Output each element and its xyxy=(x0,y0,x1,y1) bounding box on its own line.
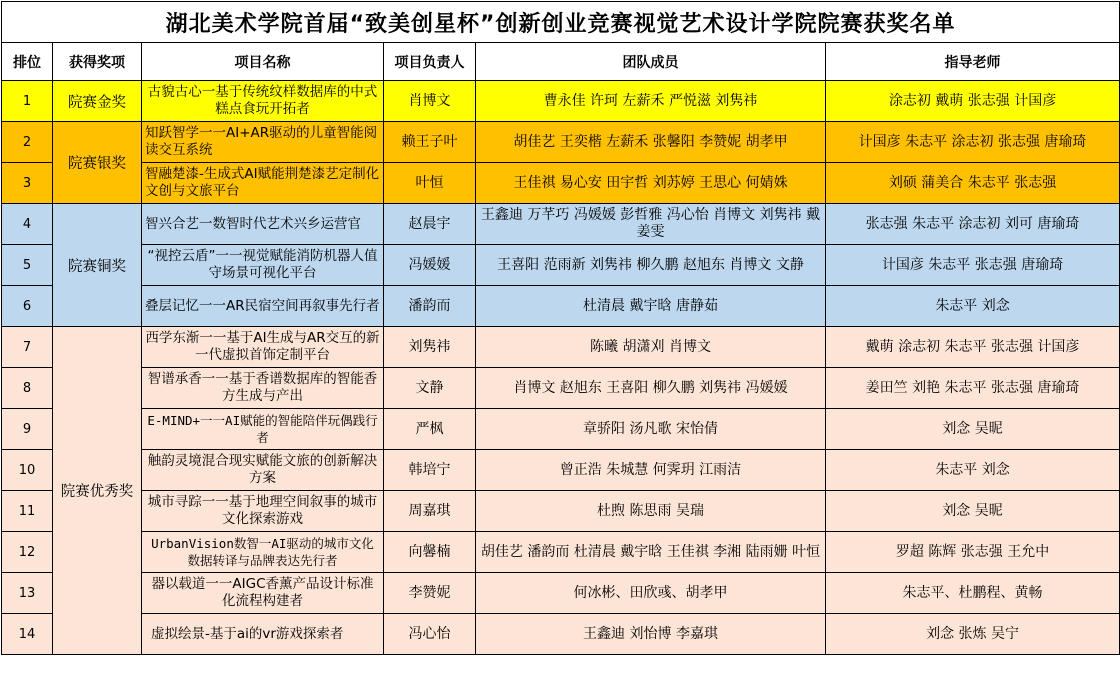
rank-cell: 9 xyxy=(2,409,53,450)
leader-cell: 冯心怡 xyxy=(384,614,476,655)
tutor-cell: 刘念 张炼 吴宁 xyxy=(826,614,1120,655)
tutor-cell: 戴萌 涂志初 朱志平 张志强 计国彦 xyxy=(826,327,1120,368)
tutor-cell: 涂志初 戴萌 张志强 计国彦 xyxy=(826,81,1120,122)
project-cell xyxy=(142,122,384,163)
rank-cell: 6 xyxy=(2,286,53,327)
leader-cell: 文静 xyxy=(384,368,476,409)
team-cell: 王喜阳 范雨新 刘隽祎 柳久鹏 赵旭东 肖博文 文静 xyxy=(476,245,826,286)
project-cell xyxy=(142,81,384,122)
project-name: 智兴合艺一数智时代艺术兴乡运营官 xyxy=(145,215,361,232)
project-name: E-MIND+一一AI赋能的智能陪伴玩偶践行者 xyxy=(147,413,378,445)
project-name: 知跃智学一一AI+AR驱动的儿童智能阅读交互系统 xyxy=(145,125,378,158)
tutor-cell: 罗超 陈辉 张志强 王允中 xyxy=(826,532,1120,573)
rank-cell: 3 xyxy=(2,163,53,204)
header-rank: 排位 xyxy=(2,43,53,81)
project-cell xyxy=(142,327,384,368)
award-table xyxy=(1,1,1120,655)
tutor-cell: 朱志平 刘念 xyxy=(826,450,1120,491)
project-name: 古貌古心一基于传统纹样数据库的中式糕点食玩开拓者 xyxy=(147,84,378,117)
table-row xyxy=(2,409,1120,450)
team-cell: 章骄阳 汤凡歌 宋怡倩 xyxy=(476,409,826,450)
page-title: 湖北美术学院首届“致美创星杯”创新创业竞赛视觉艺术设计学院院赛获奖名单 xyxy=(2,2,1120,43)
tutor-cell: 朱志平 刘念 xyxy=(826,286,1120,327)
award-excellent: 院赛优秀奖 xyxy=(53,327,142,655)
leader-cell: 周嘉琪 xyxy=(384,491,476,532)
award-silver: 院赛银奖 xyxy=(53,122,142,204)
rank-cell: 4 xyxy=(2,204,53,245)
table-row xyxy=(2,163,1120,204)
team-cell: 陈曦 胡潇刈 肖博文 xyxy=(476,327,826,368)
project-cell xyxy=(142,491,384,532)
project-name: 叠层记忆一一AR民宿空间再叙事先行者 xyxy=(145,297,380,314)
leader-cell: 赖王子叶 xyxy=(384,122,476,163)
rank-cell: 13 xyxy=(2,573,53,614)
table-row xyxy=(2,532,1120,573)
tutor-cell: 刘念 吴昵 xyxy=(826,491,1120,532)
rank-cell: 12 xyxy=(2,532,53,573)
project-cell xyxy=(142,368,384,409)
team-cell: 胡佳艺 潘韵而 杜清晨 戴宇晗 王佳祺 李湘 陆雨姗 叶恒 xyxy=(476,532,826,573)
team-cell: 王鑫迪 刘怡博 李嘉琪 xyxy=(476,614,826,655)
project-cell xyxy=(142,204,384,245)
header-project: 项目名称 xyxy=(142,43,384,81)
table-row xyxy=(2,327,1120,368)
tutor-cell: 姜田竺 刘艳 朱志平 张志强 唐瑜琦 xyxy=(826,368,1120,409)
project-name: 西学东渐一一基于AI生成与AR交互的新一代虚拟首饰定制平台 xyxy=(145,330,380,363)
team-cell: 王佳祺 易心安 田宇哲 刘苏婷 王思心 何婧姝 xyxy=(476,163,826,204)
rank-cell: 1 xyxy=(2,81,53,122)
leader-cell: 赵晨宇 xyxy=(384,204,476,245)
leader-cell: 向馨楠 xyxy=(384,532,476,573)
table-row xyxy=(2,81,1120,122)
project-name: 智谱承香一一基于香谱数据库的智能香方生成与产出 xyxy=(147,371,378,404)
header-award: 获得奖项 xyxy=(53,43,142,81)
leader-cell: 肖博文 xyxy=(384,81,476,122)
award-bronze: 院赛铜奖 xyxy=(53,204,142,327)
rank-cell: 5 xyxy=(2,245,53,286)
award-gold: 院赛金奖 xyxy=(53,81,142,122)
table-row xyxy=(2,491,1120,532)
rank-cell: 2 xyxy=(2,122,53,163)
project-name: 虚拟绘景-基于ai的vr游戏探索者 xyxy=(151,625,344,642)
team-cell: 曹永佳 许珂 左薪禾 严悦滋 刘隽祎 xyxy=(476,81,826,122)
team-cell: 胡佳艺 王奕楷 左薪禾 张馨阳 李赞妮 胡孝甲 xyxy=(476,122,826,163)
tutor-cell: 张志强 朱志平 涂志初 刘可 唐瑜琦 xyxy=(826,204,1120,245)
project-name: UrbanVision数智一AI驱动的城市文化数据转译与品牌表达先行者 xyxy=(151,536,374,568)
project-name: “视控云盾”一一视觉赋能消防机器人值守场景可视化平台 xyxy=(147,248,378,281)
project-cell xyxy=(142,409,384,450)
tutor-cell: 计国彦 朱志平 涂志初 张志强 唐瑜琦 xyxy=(826,122,1120,163)
project-cell xyxy=(142,245,384,286)
rank-cell: 7 xyxy=(2,327,53,368)
team-cell: 王鑫迪 万芊巧 冯媛媛 彭哲雅 冯心怡 肖博文 刘隽祎 戴姜雯 xyxy=(476,204,826,245)
table-row xyxy=(2,614,1120,655)
project-cell xyxy=(142,573,384,614)
team-cell: 杜煦 陈思雨 吴瑞 xyxy=(476,491,826,532)
table-row xyxy=(2,204,1120,245)
team-cell: 曾正浩 朱城慧 何霁玥 江雨洁 xyxy=(476,450,826,491)
leader-cell: 冯媛媛 xyxy=(384,245,476,286)
header-tutor: 指导老师 xyxy=(826,43,1120,81)
leader-cell: 韩培宁 xyxy=(384,450,476,491)
project-cell xyxy=(142,532,384,573)
rank-cell: 14 xyxy=(2,614,53,655)
rank-cell: 8 xyxy=(2,368,53,409)
project-cell xyxy=(142,614,384,655)
project-cell xyxy=(142,163,384,204)
tutor-cell: 朱志平、杜鹏程、黄畅 xyxy=(826,573,1120,614)
tutor-cell: 计国彦 朱志平 张志强 唐瑜琦 xyxy=(826,245,1120,286)
tutor-cell: 刘硕 蒲美合 朱志平 张志强 xyxy=(826,163,1120,204)
team-cell: 何冰彬、田欣彧、胡孝甲 xyxy=(476,573,826,614)
project-name: 触韵灵境混合现实赋能文旅的创新解决方案 xyxy=(147,453,378,486)
rank-cell: 11 xyxy=(2,491,53,532)
tutor-cell: 刘念 吴昵 xyxy=(826,409,1120,450)
project-cell xyxy=(142,450,384,491)
header-team: 团队成员 xyxy=(476,43,826,81)
table-row xyxy=(2,368,1120,409)
team-cell: 肖博文 赵旭东 王喜阳 柳久鹏 刘隽祎 冯媛媛 xyxy=(476,368,826,409)
project-name: 智融楚漆-生成式AI赋能荆楚漆艺定制化文创与文旅平台 xyxy=(145,166,380,199)
table-row xyxy=(2,286,1120,327)
project-name: 器以载道一一AIGC香薰产品设计标准化流程构建者 xyxy=(151,576,374,609)
rank-cell: 10 xyxy=(2,450,53,491)
table-row xyxy=(2,573,1120,614)
table-row xyxy=(2,122,1120,163)
project-name: 城市寻踪一一基于地理空间叙事的城市文化探索游戏 xyxy=(147,494,378,527)
leader-cell: 叶恒 xyxy=(384,163,476,204)
team-cell: 杜清晨 戴宇晗 唐静茹 xyxy=(476,286,826,327)
project-cell xyxy=(142,286,384,327)
table-row xyxy=(2,450,1120,491)
header-leader: 项目负责人 xyxy=(384,43,476,81)
leader-cell: 刘隽祎 xyxy=(384,327,476,368)
table-row xyxy=(2,245,1120,286)
leader-cell: 李赞妮 xyxy=(384,573,476,614)
leader-cell: 潘韵而 xyxy=(384,286,476,327)
leader-cell: 严枫 xyxy=(384,409,476,450)
